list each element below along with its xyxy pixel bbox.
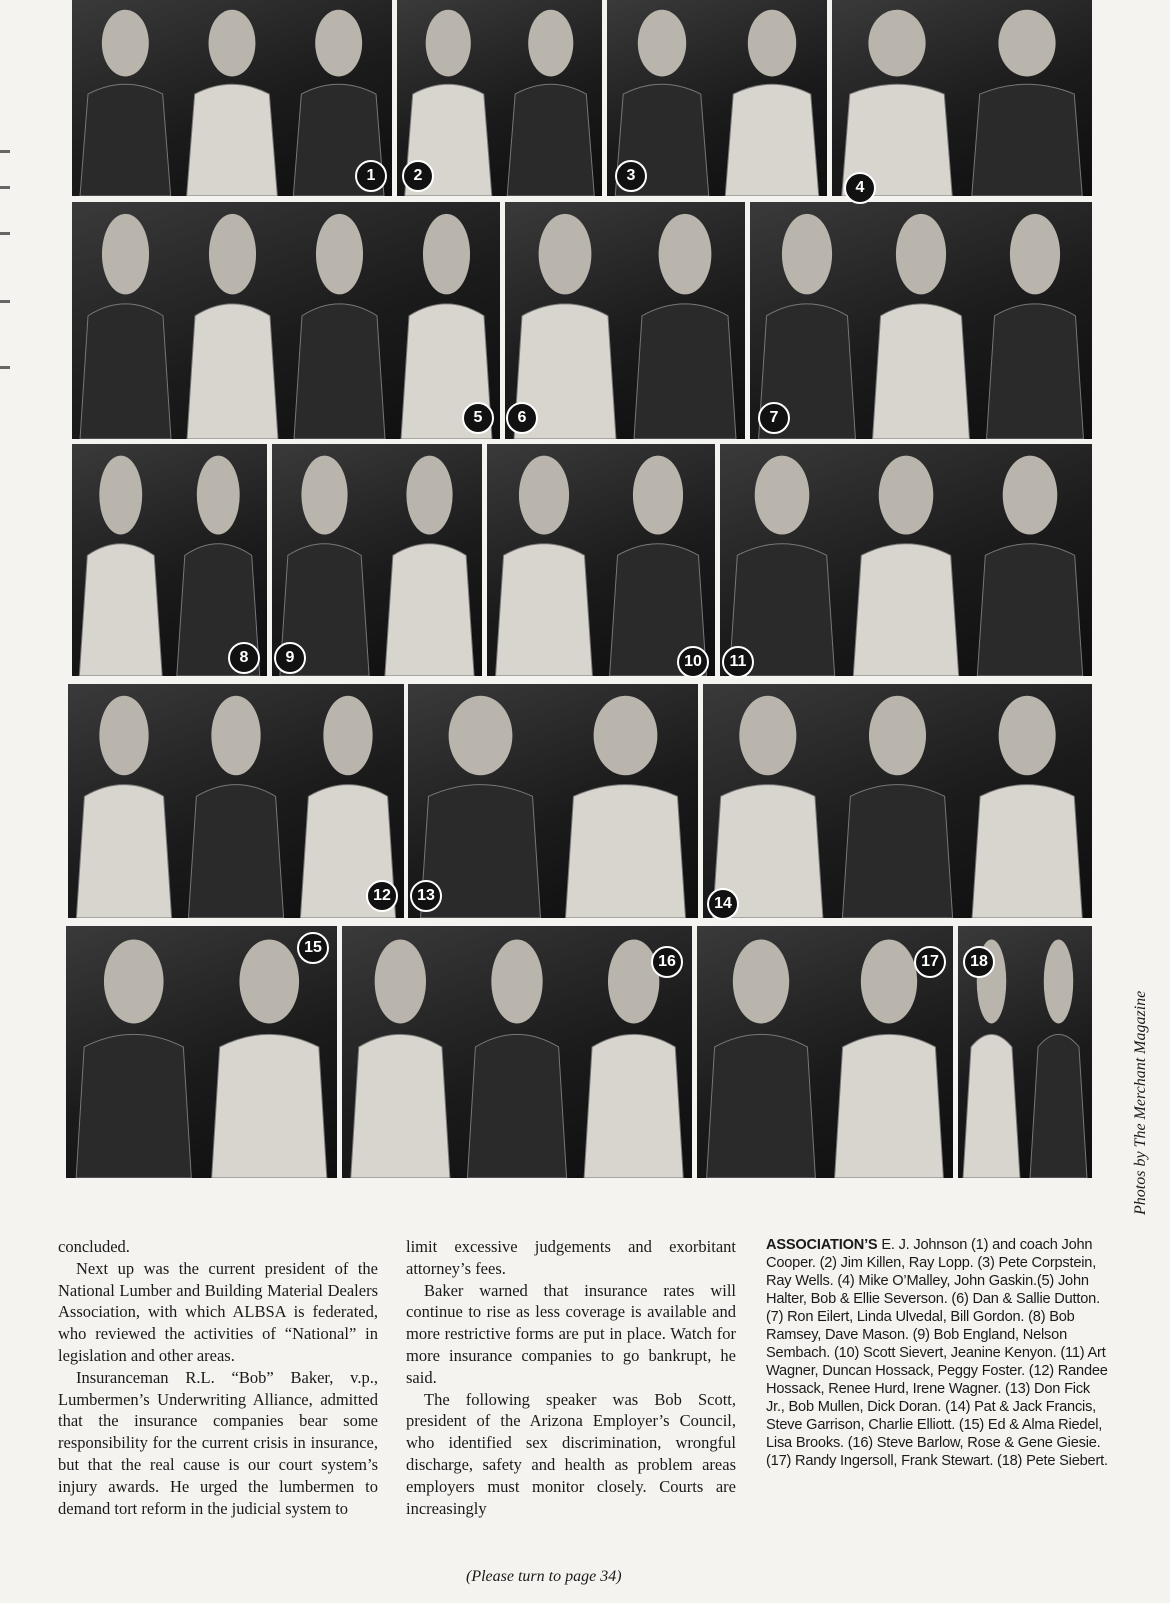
person-head (406, 456, 452, 535)
person-body (76, 785, 171, 918)
photo-14 (703, 684, 1092, 918)
person-body (963, 1034, 1020, 1178)
person-body (566, 785, 686, 918)
person-body (987, 304, 1084, 439)
person-body (294, 304, 385, 439)
person-head (316, 214, 363, 295)
person-body (467, 1034, 566, 1178)
person-head (659, 214, 712, 295)
person-body (187, 304, 278, 439)
article-paragraph: concluded. (58, 1237, 130, 1256)
photo-number-12: 12 (366, 880, 398, 912)
edge-mark (0, 232, 10, 235)
person-head (239, 939, 299, 1023)
photo-number-6: 6 (506, 402, 538, 434)
photo-figures (750, 202, 1092, 439)
photo-16 (342, 926, 692, 1178)
photo-number-18: 18 (963, 946, 995, 978)
caption-text: E. J. Johnson (1) and coach John Cooper. (2) Jim Killen, Ray Lopp. (3) Pete Corpstein, Ray Wells. (4) Mike O’Malley, John Gaskin.(5) John Halter, Bob & Ellie Severson. (6) Dan & Sallie Dutton.(7) Ron Eilert, Linda Ulvedal, Bill Gordon. (8) Bob Ramsey, Dave Mason. (9) Bob England, Nelson Sembach. (10) Scott Sievert, Jeanine Kenyon. (11) Art Wagner, Duncan Hossack, Peggy Foster. (12) Randee Hossack, Renee Hurd, Irene Wagner. (13) Don Fick Jr., Bob Mullen, Dick Doran. (14) Pat & Jack Francis, Steve Garrison, Charlie Elliott. (15) Ed & Alma Riedel, Lisa Brooks. (16) Steve Barlow, Rose & Gene Giesie. (17) Randy Ingersoll, Frank Stewart. (18) Pete Siebert. (766, 1237, 1108, 1469)
person-body (835, 1034, 944, 1178)
photo-number-11: 11 (722, 646, 754, 678)
person-body (188, 785, 283, 918)
photo-10 (487, 444, 715, 676)
person-head (375, 939, 426, 1023)
photo-figures (72, 202, 500, 439)
person-body (972, 84, 1083, 196)
person-body (79, 544, 162, 676)
photo-figures (487, 444, 715, 676)
photo-5 (72, 202, 500, 439)
article-paragraph: The following speaker was Bob Scott, president of the Arizona Employer’s Council, who identified sex discrimination, wrongful discharge, safety and health as problem areas employers must monitor closely. Courts are increasingly (406, 1389, 736, 1518)
article-paragraph: Next up was the current president of the National Lumber and Building Material Dealers Association, with which ALBSA is federated, who reviewed the activities of “National” in legislation and other areas. (58, 1258, 378, 1365)
person-head (491, 939, 542, 1023)
person-head (782, 214, 832, 295)
person-head (99, 456, 142, 535)
photo-figures (703, 684, 1092, 918)
person-head (868, 10, 925, 77)
photo-number-2: 2 (402, 160, 434, 192)
article-paragraph: Baker warned that insurance rates will continue to rise as less coverage is available and more restrictive forms are put in place. Watch for more insurance companies to go bankrupt, he said. (406, 1280, 736, 1387)
photo-figures (272, 444, 482, 676)
article-paragraph: Insuranceman R.L. “Bob” Baker, v.p., Lumbermen’s Underwriting Alliance, admitted that the insurance companies bear some responsibility for the current crisis in insurance, but that the real cause is our court system’s injury awards. He urged the lumbermen to demand tort reform in the judicial system to (58, 1367, 378, 1518)
person-body (977, 544, 1082, 676)
person-head (638, 10, 686, 77)
photo-number-4: 4 (844, 172, 876, 204)
person-head (301, 456, 347, 535)
person-body (212, 1034, 327, 1178)
photo-figures (68, 684, 404, 918)
person-head (739, 696, 796, 776)
person-body (584, 1034, 683, 1178)
edge-mark (0, 366, 10, 369)
person-head (999, 696, 1056, 776)
person-body (496, 544, 593, 676)
person-head (1044, 939, 1073, 1023)
article-paragraph: limit excessive judgements and exorbitant attorney’s fees. (406, 1237, 736, 1278)
photo-6 (505, 202, 745, 439)
photo-figures (408, 684, 698, 918)
photo-caption (766, 1236, 1108, 1470)
person-body (873, 304, 970, 439)
caption-lead: ASSOCIATION’S (766, 1237, 878, 1253)
person-head (426, 10, 471, 77)
photo-number-14: 14 (707, 888, 739, 920)
photo-9 (272, 444, 482, 676)
person-head (896, 214, 946, 295)
person-body (507, 84, 594, 196)
edge-mark (0, 150, 10, 153)
photo-number-5: 5 (462, 402, 494, 434)
photo-number-3: 3 (615, 160, 647, 192)
photo-number-8: 8 (228, 642, 260, 674)
photo-7 (750, 202, 1092, 439)
photo-number-17: 17 (914, 946, 946, 978)
person-head (608, 939, 659, 1023)
photo-figures (72, 444, 267, 676)
person-head (423, 214, 470, 295)
photo-15 (66, 926, 337, 1178)
photo-13 (408, 684, 698, 918)
photo-12 (68, 684, 404, 918)
photo-number-9: 9 (274, 642, 306, 674)
edge-mark (0, 300, 10, 303)
person-head (102, 214, 149, 295)
person-body (842, 785, 952, 918)
person-head (998, 10, 1055, 77)
person-body (385, 544, 474, 676)
photo-figures (342, 926, 692, 1178)
person-body (725, 84, 819, 196)
photo-1 (72, 0, 392, 196)
person-head (209, 10, 256, 77)
person-body (853, 544, 958, 676)
person-head (528, 10, 573, 77)
photo-8 (72, 444, 267, 676)
photo-11 (720, 444, 1092, 676)
person-head (748, 10, 796, 77)
person-body (634, 304, 736, 439)
edge-mark (0, 186, 10, 189)
photo-4 (832, 0, 1092, 196)
person-head (449, 696, 513, 776)
person-body (80, 304, 171, 439)
photo-number-10: 10 (677, 646, 709, 678)
photo-number-7: 7 (758, 402, 790, 434)
person-body (1030, 1034, 1087, 1178)
person-head (733, 939, 789, 1023)
person-head (594, 696, 658, 776)
continued-note: (Please turn to page 34) (466, 1568, 622, 1585)
photo-number-15: 15 (297, 932, 329, 964)
article-column-2 (406, 1236, 736, 1519)
person-head (755, 456, 810, 535)
person-head (102, 10, 149, 77)
person-head (633, 456, 683, 535)
photo-figures (720, 444, 1092, 676)
person-body (76, 1034, 191, 1178)
photo-figures (505, 202, 745, 439)
person-head (315, 10, 362, 77)
person-head (861, 939, 917, 1023)
article-column-1 (58, 1236, 378, 1519)
person-head (323, 696, 372, 776)
person-body (80, 84, 171, 196)
person-head (104, 939, 164, 1023)
person-head (869, 696, 926, 776)
person-head (879, 456, 934, 535)
person-head (1010, 214, 1060, 295)
person-head (1003, 456, 1058, 535)
person-head (519, 456, 569, 535)
photo-credit: Photos by The Merchant Magazine (1132, 990, 1149, 1215)
person-body (972, 785, 1082, 918)
photo-figures (66, 926, 337, 1178)
person-head (197, 456, 240, 535)
photo-number-13: 13 (410, 880, 442, 912)
person-body (707, 1034, 816, 1178)
photo-number-16: 16 (651, 946, 683, 978)
photo-number-1: 1 (355, 160, 387, 192)
person-head (211, 696, 260, 776)
person-head (539, 214, 592, 295)
person-body (351, 1034, 450, 1178)
photo-figures (72, 0, 392, 196)
person-head (209, 214, 256, 295)
photo-figures (832, 0, 1092, 196)
person-head (99, 696, 148, 776)
person-body (187, 84, 278, 196)
